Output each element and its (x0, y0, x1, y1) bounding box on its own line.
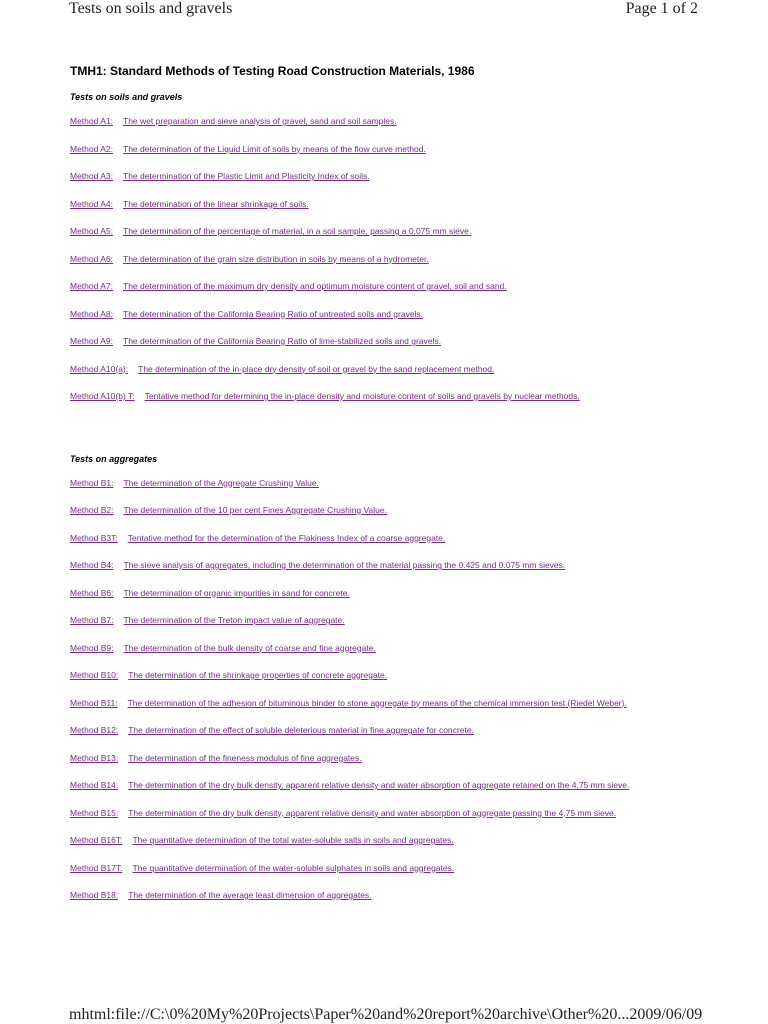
print-date: 2009/06/09 (629, 1006, 703, 1023)
method-link[interactable] (70, 643, 376, 653)
section-heading-soils: Tests on soils and gravels (70, 92, 183, 102)
method-link[interactable] (70, 588, 350, 598)
method-link[interactable] (70, 144, 426, 154)
method-list-soils (70, 116, 710, 402)
method-name: Method B7: (70, 615, 114, 625)
method-description: The determination of the shrinkage properties of concrete aggregate. (128, 670, 388, 680)
method-description: The determination of the grain size distribution in soils by means of a hydrometer. (123, 253, 429, 264)
print-header (69, 0, 698, 18)
method-name: Method B11: (70, 697, 118, 708)
method-link[interactable] (70, 254, 429, 264)
method-name: Method A3: (70, 171, 114, 181)
method-description: The determination of the in-place dry density of soil or gravel by the sand replacement method. (138, 363, 495, 374)
method-description: The determination of the bulk density of coarse and fine aggregate. (123, 642, 376, 653)
method-description: The determination of organic impurities in sand for concrete. (123, 587, 350, 598)
method-item (70, 281, 710, 292)
method-description: The determination of the average least dimension of aggregates. (128, 890, 372, 900)
method-description: The determination of the maximum dry density and optimum moisture content of gravel, soil and sand. (123, 281, 507, 291)
method-name: Method A10(a): (70, 363, 129, 374)
method-name: Method A5: (70, 226, 114, 236)
method-description: Tentative method for the determination of the Flakiness Index of a coarse aggregate. (127, 532, 446, 543)
method-description: The determination of the Liquid Limit of soils by means of the flow curve method. (123, 143, 426, 154)
method-link[interactable] (70, 226, 471, 236)
method-item (70, 808, 710, 819)
method-description: The determination of the 10 per cent Fines Aggregate Crushing Value. (123, 505, 387, 515)
method-item (70, 364, 710, 375)
method-name: Method B10: (70, 670, 119, 680)
method-description: The wet preparation and sieve analysis of gravel, sand and soil samples. (123, 116, 397, 126)
method-item (70, 780, 710, 791)
method-name: Method A9: (70, 336, 114, 346)
method-link[interactable] (70, 309, 423, 319)
method-link[interactable] (70, 835, 454, 845)
method-item (70, 670, 710, 681)
method-link[interactable] (70, 533, 445, 543)
method-name: Method A1: (70, 116, 114, 126)
method-item (70, 890, 710, 901)
method-description: The determination of the effect of soluble deleterious material in fine aggregate for concrete. (128, 725, 474, 735)
method-link[interactable] (70, 753, 362, 763)
method-item (70, 336, 710, 347)
method-description: Tentative method for determining the in-place density and moisture content of soils and gravels by nuclear methods. (144, 391, 580, 401)
method-item (70, 835, 710, 846)
method-item (70, 560, 710, 571)
method-link[interactable] (70, 808, 616, 818)
method-item (70, 391, 710, 402)
method-item (70, 643, 710, 654)
method-item (70, 171, 710, 182)
document-content (70, 64, 710, 918)
method-link[interactable] (70, 780, 629, 790)
method-item (70, 698, 710, 709)
method-name: Method B13: (70, 752, 119, 763)
method-link[interactable] (70, 391, 580, 401)
method-item (70, 226, 710, 237)
method-name: Method B1: (70, 477, 114, 488)
method-description: The determination of the California Bearing Ratio of lime-stabilized soils and gravels. (123, 336, 441, 346)
method-link[interactable] (70, 890, 372, 900)
method-name: Method B16T: (70, 835, 123, 845)
method-link[interactable] (70, 281, 507, 291)
method-description: The determination of the Plastic Limit and Plasticity Index of soils. (123, 171, 370, 181)
method-link[interactable] (70, 670, 387, 680)
method-description: The quantitative determination of the water-soluble sulphates in soils and aggregates. (132, 862, 455, 873)
method-item (70, 478, 710, 489)
method-description: The determination of the California Bearing Ratio of untreated soils and gravels. (123, 308, 424, 319)
method-item (70, 588, 710, 599)
method-name: Method A8: (70, 308, 114, 319)
method-item (70, 725, 710, 736)
method-name: Method A4: (70, 198, 114, 209)
document-title: TMH1: Standard Methods of Testing Road Construction Materials, 1986 (70, 64, 475, 78)
method-link[interactable] (70, 478, 319, 488)
method-link[interactable] (70, 505, 387, 515)
header-title: Tests on soils and gravels (69, 0, 233, 17)
section-spacer (70, 419, 710, 454)
method-name: Method A10(b) T: (70, 391, 135, 401)
method-item (70, 199, 710, 210)
method-list-aggregates (70, 478, 710, 901)
method-name: Method B4: (70, 560, 114, 570)
method-name: Method A7: (70, 281, 114, 291)
method-description: The quantitative determination of the total water-soluble salts in soils and aggregates. (132, 835, 454, 845)
method-item (70, 144, 710, 155)
method-link[interactable] (70, 171, 370, 181)
method-item (70, 505, 710, 516)
file-path: mhtml:file://C:\0%20My%20Projects\Paper%20and%20report%20archive\Other%20... (69, 1006, 630, 1023)
method-link[interactable] (70, 116, 397, 126)
method-link[interactable] (70, 615, 345, 625)
section-heading-aggregates: Tests on aggregates (70, 453, 158, 464)
method-name: Method B6: (70, 587, 114, 598)
method-link[interactable] (70, 560, 565, 570)
method-description: The determination of the percentage of material, in a soil sample, passing a 0.075 mm sieve. (123, 226, 472, 236)
method-link[interactable] (70, 863, 454, 873)
method-name: Method B18: (70, 890, 119, 900)
method-item (70, 533, 710, 544)
method-item (70, 309, 710, 320)
method-item (70, 254, 710, 265)
method-item (70, 116, 710, 127)
method-name: Method B2: (70, 505, 114, 515)
method-description: The determination of the adhesion of bituminous binder to stone aggregate by means of the chemical immersion test (Riedel Weber). (127, 697, 627, 708)
method-link[interactable] (70, 364, 494, 374)
method-item (70, 753, 710, 764)
method-description: The determination of the Aggregate Crushing Value. (123, 477, 319, 488)
method-description: The sieve analysis of aggregates, including the determination of the material passing the 0.425 and 0.075 mm sieves. (123, 560, 566, 570)
method-description: The determination of the Treton impact value of aggregate. (123, 615, 345, 625)
method-name: Method A6: (70, 253, 114, 264)
method-name: Method B3T: (70, 532, 118, 543)
method-link[interactable] (70, 698, 627, 708)
page-number: Page 1 of 2 (625, 0, 698, 17)
print-footer (69, 1006, 703, 1024)
method-description: The determination of the fineness modulus of fine aggregates. (128, 752, 362, 763)
method-description: The determination of the linear shrinkage of soils. (123, 198, 309, 209)
method-link[interactable] (70, 725, 474, 735)
method-item (70, 615, 710, 626)
method-description: The determination of the dry bulk density, apparent relative density and water absorption of aggregate passing the 4,75 mm sieve. (128, 807, 617, 818)
method-name: Method B15: (70, 807, 119, 818)
method-name: Method B12: (70, 725, 119, 735)
method-description: The determination of the dry bulk density, apparent relative density and water absorption of aggregate retained on the 4,75 mm sieve. (128, 780, 630, 790)
method-link[interactable] (70, 336, 441, 346)
method-name: Method A2: (70, 143, 114, 154)
method-link[interactable] (70, 199, 309, 209)
method-name: Method B14: (70, 780, 119, 790)
method-name: Method B9: (70, 642, 114, 653)
method-item (70, 863, 710, 874)
method-name: Method B17T: (70, 862, 123, 873)
